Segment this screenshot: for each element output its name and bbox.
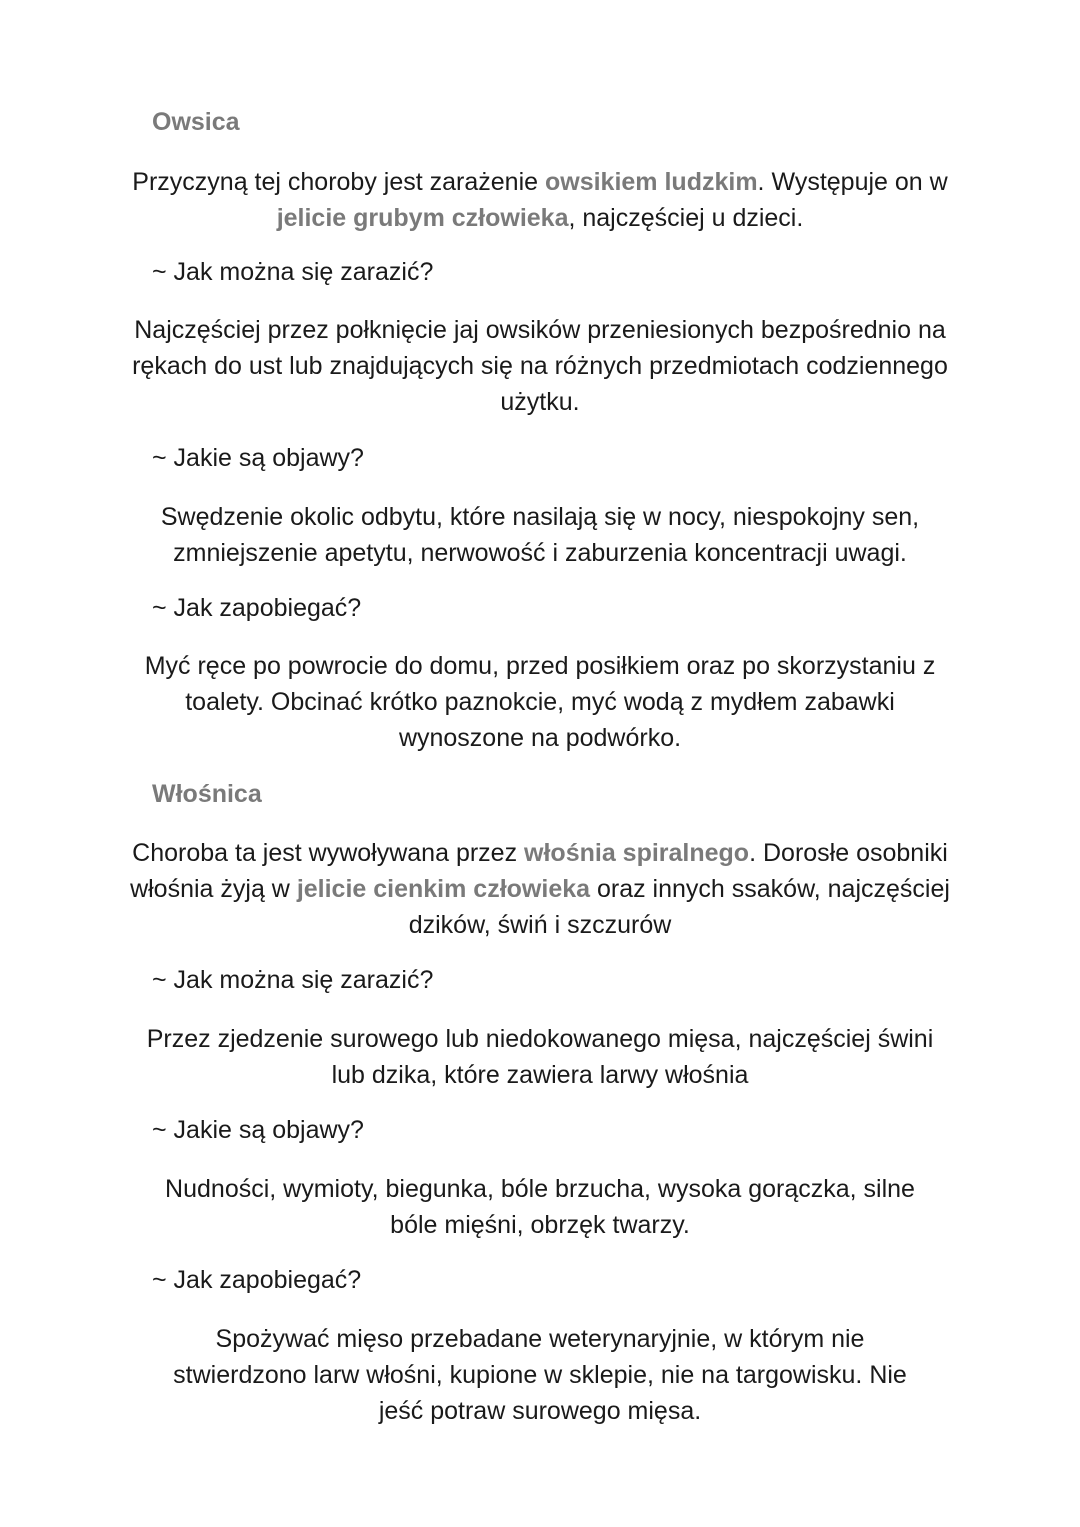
answer-line: użytku. (500, 388, 580, 416)
answer-line: Nudności, wymioty, biegunka, bóle brzucha, wysoka gorączka, silne (165, 1175, 915, 1203)
answer-infection (90, 1021, 990, 1093)
question-infection: ~ Jak można się zarazić? (152, 966, 434, 994)
question-prevention: ~ Jak zapobiegać? (152, 1266, 362, 1294)
answer-line: Przez zjedzenie surowego lub niedokowanego mięsa, najczęściej świni (146, 1025, 934, 1053)
highlight-term: owsikiem ludzkim (544, 168, 758, 196)
intro-text: dzików, świń i szczurów (408, 911, 672, 939)
answer-line: Myć ręce po powrocie do domu, przed posiłkiem oraz po skorzystaniu z (144, 652, 936, 680)
answer-symptoms (90, 499, 990, 571)
question-symptoms: ~ Jakie są objawy? (152, 444, 364, 472)
section-title-wlosnica: Włośnica (152, 780, 262, 808)
highlight-term: jelicie grubym człowieka (276, 204, 569, 232)
answer-line: rękach do ust lub znajdujących się na różnych przedmiotach codziennego (132, 352, 948, 380)
answer-line: wynoszone na podwórko. (398, 724, 682, 752)
answer-line: toalety. Obcinać krótko paznokcie, myć wodą z mydłem zabawki (185, 688, 895, 716)
answer-line: zmniejszenie apetytu, nerwowość i zaburzenia koncentracji uwagi. (173, 539, 907, 567)
intro-paragraph-wlosnica (90, 835, 990, 943)
question-symptoms: ~ Jakie są objawy? (152, 1116, 364, 1144)
answer-prevention (90, 648, 990, 756)
answer-line: Spożywać mięso przebadane weterynaryjnie, w którym nie (215, 1325, 865, 1353)
intro-text: . Występuje on w (757, 168, 948, 196)
answer-line: stwierdzono larw włośni, kupione w sklepie, nie na targowisku. Nie (173, 1361, 907, 1389)
highlight-term: włośnia spiralnego (524, 839, 750, 867)
intro-text: . Dorosłe osobniki (749, 839, 948, 867)
intro-text: , najczęściej u dzieci. (568, 204, 804, 232)
answer-infection (90, 312, 990, 420)
answer-line: Swędzenie okolic odbytu, które nasilają się w nocy, niespokojny sen, (160, 503, 920, 531)
question-prevention: ~ Jak zapobiegać? (152, 594, 362, 622)
answer-line: jeść potraw surowego mięsa. (378, 1397, 702, 1425)
intro-text: Przyczyną tej choroby jest zarażenie (132, 168, 545, 196)
intro-paragraph-owsica (90, 164, 990, 236)
answer-line: lub dzika, które zawiera larwy włośnia (331, 1061, 749, 1089)
answer-symptoms (90, 1171, 990, 1243)
intro-text: włośnia żyją w (130, 875, 297, 903)
answer-line: Najczęściej przez połknięcie jaj owsików przeniesionych bezpośrednio na (134, 316, 946, 344)
question-infection: ~ Jak można się zarazić? (152, 258, 434, 286)
answer-prevention (90, 1321, 990, 1429)
intro-text: Choroba ta jest wywoływana przez (132, 839, 525, 867)
answer-line: bóle mięśni, obrzęk twarzy. (390, 1211, 690, 1239)
intro-text: oraz innych ssaków, najczęściej (590, 875, 950, 903)
highlight-term: jelicie cienkim człowieka (296, 875, 591, 903)
section-title-owsica: Owsica (152, 108, 240, 136)
